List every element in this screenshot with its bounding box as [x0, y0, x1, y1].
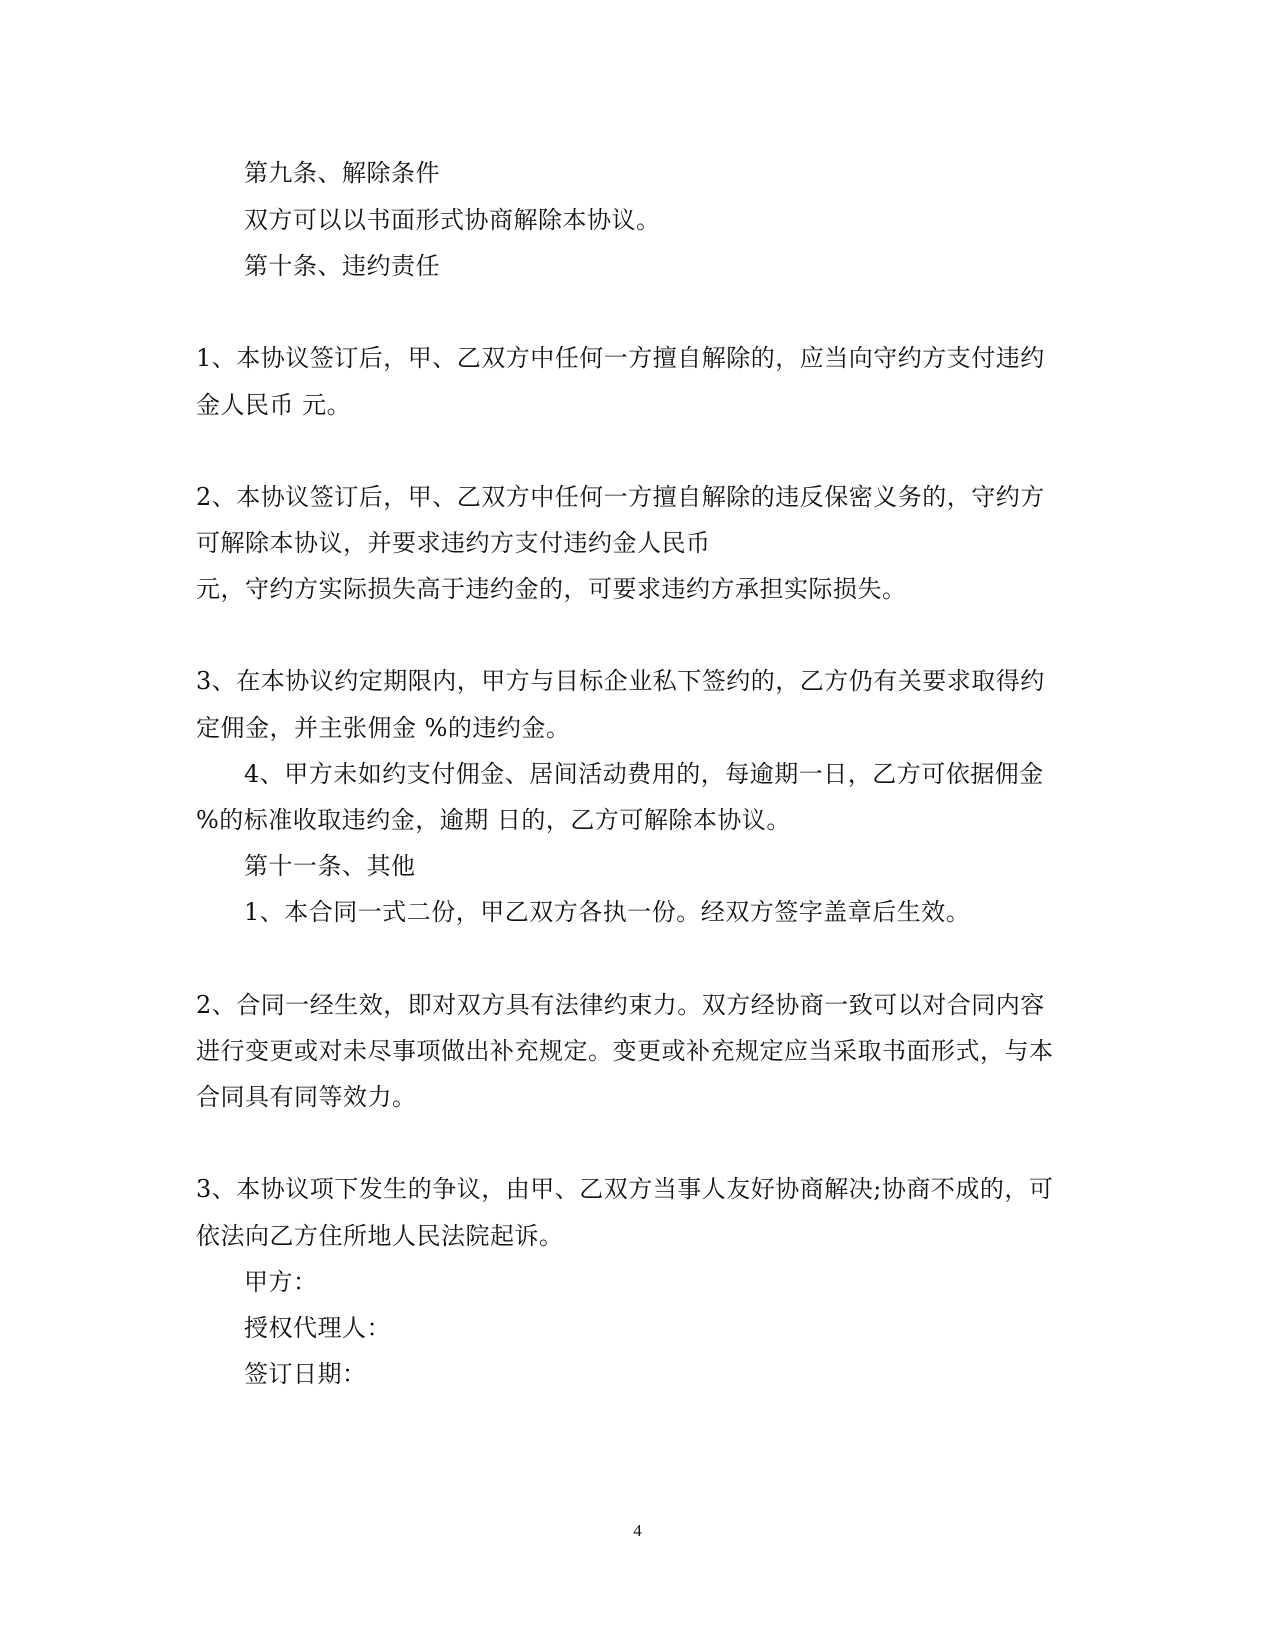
clause-10-4-line-1: 4、甲方未如约支付佣金、居间活动费用的，每逾期一日，乙方可依据佣金 [244, 760, 1044, 788]
party-a-label: 甲方： [244, 1268, 318, 1296]
clause-10-2-line-1: 2、本协议签订后，甲、乙双方中任何一方擅自解除的违反保密义务的，守约方 [196, 483, 1045, 511]
section-11-heading: 第十一条、其他 [244, 852, 416, 880]
clause-11-3-line-1: 3、本协议项下发生的争议，由甲、乙双方当事人友好协商解决;协商不成的，可 [196, 1175, 1054, 1203]
clause-11-2-line-3: 合同具有同等效力。 [196, 1083, 417, 1111]
clause-11-3-line-2: 依法向乙方住所地人民法院起诉。 [196, 1222, 564, 1250]
clause-10-3-line-2: 定佣金，并主张佣金 %的违约金。 [196, 714, 571, 742]
section-9-heading: 第九条、解除条件 [244, 159, 440, 187]
page-number: 4 [633, 1521, 642, 1540]
authorized-agent-label: 授权代理人： [244, 1314, 391, 1342]
clause-10-2-line-2: 可解除本协议，并要求违约方支付违约金人民币 [196, 529, 711, 557]
clause-10-3-line-1: 3、在本协议约定期限内，甲方与目标企业私下签约的，乙方仍有关要求取得约 [196, 667, 1045, 695]
section-10-heading: 第十条、违约责任 [244, 252, 440, 280]
clause-10-2-line-3: 元，守约方实际损失高于违约金的，可要求违约方承担实际损失。 [196, 575, 907, 603]
clause-10-1-line-1: 1、本协议签订后，甲、乙双方中任何一方擅自解除的，应当向守约方支付违约 [196, 344, 1045, 372]
clause-10-4-line-2: %的标准收取违约金，逾期 日的，乙方可解除本协议。 [196, 806, 791, 834]
clause-10-1-line-2: 金人民币 元。 [196, 391, 352, 419]
clause-11-2-line-2: 进行变更或对未尽事项做出补充规定。变更或补充规定应当采取书面形式，与本 [196, 1037, 1054, 1065]
clause-11-2-line-1: 2、合同一经生效，即对双方具有法律约束力。双方经协商一致可以对合同内容 [196, 991, 1045, 1019]
signing-date-label: 签订日期： [244, 1360, 367, 1388]
section-9-text: 双方可以以书面形式协商解除本协议。 [244, 206, 661, 234]
clause-11-1: 1、本合同一式二份，甲乙双方各执一份。经双方签字盖章后生效。 [244, 898, 971, 926]
